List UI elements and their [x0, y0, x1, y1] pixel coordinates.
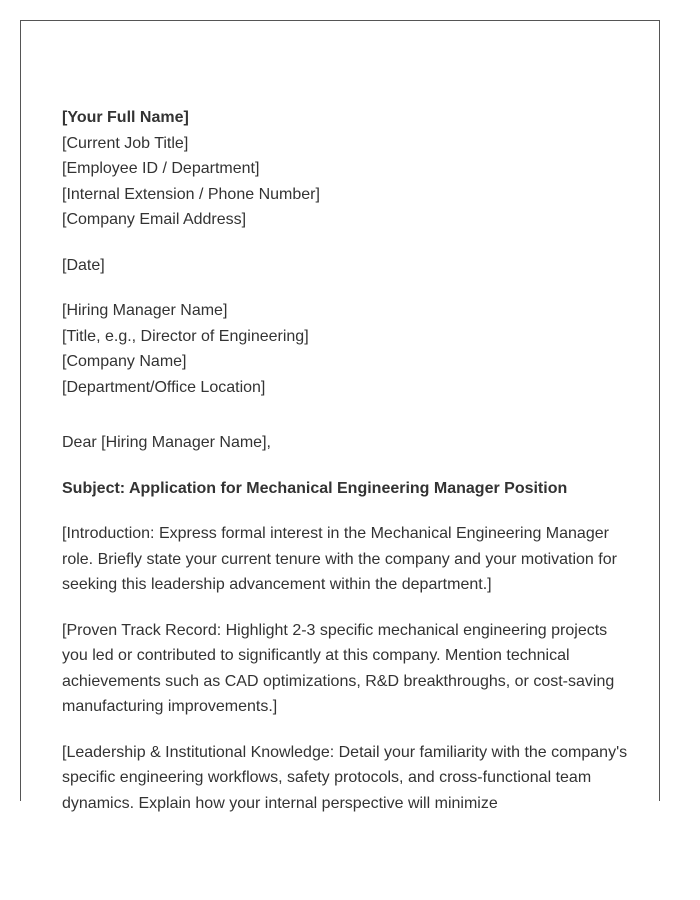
- letter-body: [62, 105, 632, 816]
- sender-email: [Company Email Address]: [62, 211, 247, 228]
- recipient-block: [62, 298, 632, 400]
- paragraph-leadership: [62, 740, 632, 817]
- date-block: [62, 253, 632, 279]
- document-page: [20, 20, 660, 812]
- salutation: Dear [Hiring Manager Name],: [62, 434, 271, 451]
- sender-employee-id: [Employee ID / Department]: [62, 160, 260, 177]
- recipient-company: [Company Name]: [62, 353, 187, 370]
- sender-block: [62, 105, 632, 233]
- paragraph-track-record: [62, 618, 632, 720]
- paragraph-text: [Leadership & Institutional Knowledge: Detail your familiarity with the company's specific engineering workflows, safety protocols, and cross-functional team dynamics. Explain how your internal perspective will minimize: [62, 743, 628, 812]
- sender-job-title: [Current Job Title]: [62, 134, 189, 152]
- subject-line: Subject: Application for Mechanical Engineering Manager Position: [62, 479, 568, 497]
- subject-block: [62, 476, 632, 502]
- recipient-title: [Title, e.g., Director of Engineering]: [62, 327, 309, 345]
- paragraph-text: [Proven Track Record: Highlight 2-3 specific mechanical engineering projects you led or contributed to significantly at this company. Mention technical achievements such as CAD optimizations, R&D breakthroughs, or cost-saving manufacturing improvements.]: [62, 621, 615, 715]
- paragraph-intro: [62, 521, 632, 598]
- letter-date: [Date]: [62, 256, 105, 274]
- recipient-name: [Hiring Manager Name]: [62, 302, 228, 319]
- sender-phone: [Internal Extension / Phone Number]: [62, 185, 320, 203]
- paragraph-text: [Introduction: Express formal interest in the Mechanical Engineering Manager role. Briefly state your current tenure with the company and your motivation for seeking this leadership advancement within the department.]: [62, 525, 617, 593]
- recipient-location: [Department/Office Location]: [62, 378, 266, 396]
- salutation-block: [62, 430, 632, 456]
- sender-name: [Your Full Name]: [62, 109, 189, 126]
